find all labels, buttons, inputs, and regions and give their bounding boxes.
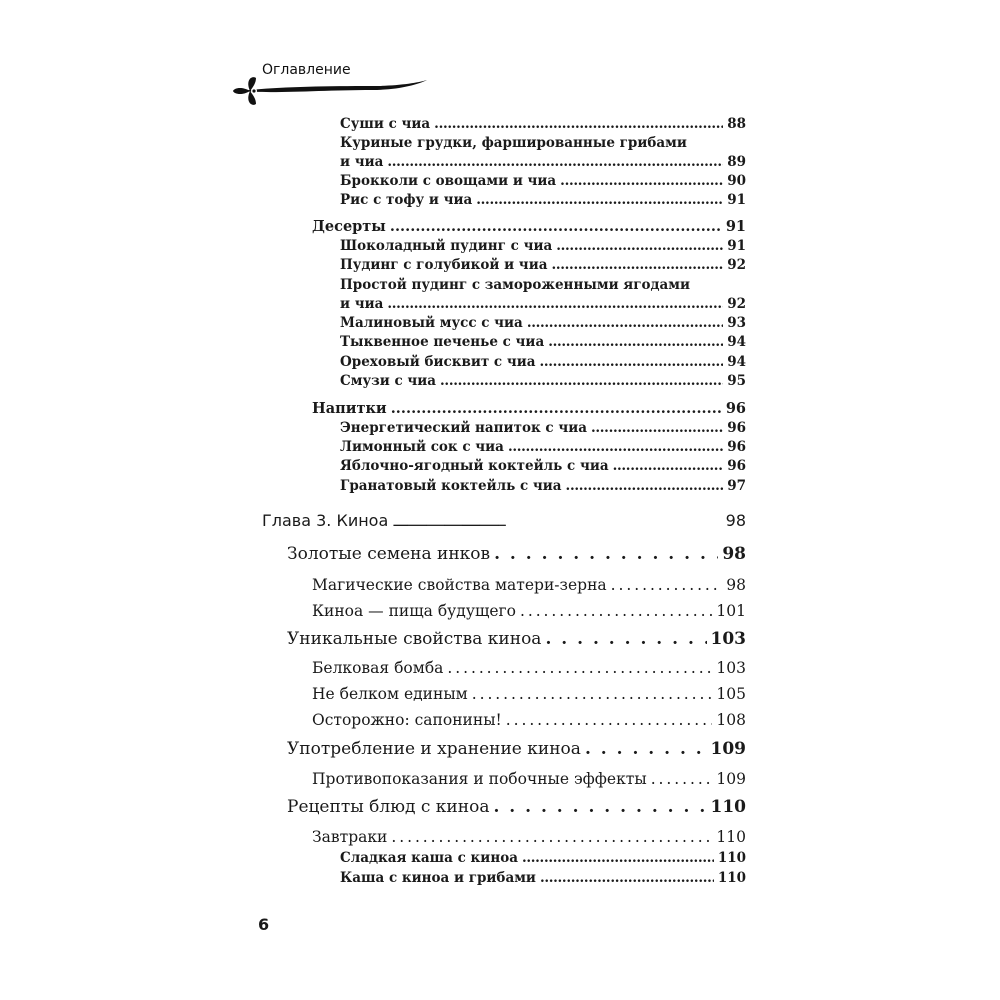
toc-section[interactable]: Уникальные свойства киноа . . . 103 [287, 629, 746, 649]
ornament-flourish-icon [232, 74, 432, 108]
toc-entry[interactable]: и чиа . . . 92 [340, 296, 746, 312]
toc-entry[interactable]: Тыквенное печенье с чиа . . . 94 [340, 334, 746, 350]
dot-leader [391, 828, 712, 846]
dot-leader [522, 850, 714, 866]
dot-leader [506, 711, 713, 729]
toc-section-drinks[interactable]: Напитки . . . 96 [312, 400, 746, 417]
toc-entry[interactable]: Пудинг с голубикой и чиа . . . 92 [340, 257, 746, 273]
toc-section-desserts[interactable]: Десерты . . . 91 [312, 218, 746, 235]
dot-leader [390, 218, 722, 235]
toc-entry-line: Куриные грудки, фаршированные грибами [340, 135, 687, 151]
dot-leader [508, 439, 723, 455]
toc-entry[interactable]: Сладкая каша с киноа . . . 110 [340, 850, 746, 866]
dot-leader [493, 797, 706, 817]
toc-entry[interactable]: Яблочно-ягодный коктейль с чиа . . . 96 [340, 458, 746, 474]
dot-leader [540, 870, 714, 886]
toc-entry[interactable]: Суши с чиа . . . 88 [340, 116, 746, 132]
dot-leader [494, 544, 718, 564]
toc-entry[interactable]: Энергетический напиток с чиа . . . 96 [340, 420, 746, 436]
dot-leader [551, 257, 723, 273]
dot-leader [472, 685, 713, 703]
dot-leader [613, 458, 724, 474]
toc-section[interactable]: Рецепты блюд с киноа . . . 110 [287, 797, 746, 817]
dot-leader [527, 315, 723, 331]
dot-leader [548, 334, 723, 350]
toc-entry[interactable]: Рис с тофу и чиа . . . 91 [340, 192, 746, 208]
dot-leader [392, 511, 721, 530]
dot-leader [560, 173, 723, 189]
toc-entry[interactable]: Лимонный сок с чиа . . . 96 [340, 439, 746, 455]
toc-entry[interactable]: Ореховый бисквит с чиа . . . 94 [340, 354, 746, 370]
toc-entry[interactable]: Шоколадный пудинг с чиа . . . 91 [340, 238, 746, 254]
toc-entry[interactable]: Магические свойства матери-зерна . . . 98 [312, 576, 746, 594]
dot-leader [476, 192, 723, 208]
dot-leader [611, 576, 723, 594]
dot-leader [520, 602, 712, 620]
toc-entry[interactable]: Белковая бомба . . . 103 [312, 659, 746, 677]
dot-leader [545, 629, 706, 649]
toc-entry[interactable]: Не белком единым . . . 105 [312, 685, 746, 703]
dot-leader [434, 116, 723, 132]
dot-leader [391, 400, 722, 417]
dot-leader [440, 373, 723, 389]
running-header-title: Оглавление [262, 62, 351, 78]
dot-leader [556, 238, 723, 254]
dot-leader [591, 420, 723, 436]
toc-section[interactable]: Употребление и хранение киноа . . . 109 [287, 739, 746, 759]
toc-entry-line: Простой пудинг с замороженными ягодами [340, 277, 691, 293]
page-number: 6 [258, 915, 270, 934]
toc-entry[interactable]: Смузи с чиа . . . 95 [340, 373, 746, 389]
toc-entry[interactable]: Киноа — пища будущего . . . 101 [312, 602, 746, 620]
dot-leader [447, 659, 712, 677]
toc-chapter-3[interactable]: Глава 3. Киноа . . . 98 [262, 511, 746, 530]
toc-entry[interactable]: Малиновый мусс с чиа . . . 93 [340, 315, 746, 331]
dot-leader [566, 478, 724, 494]
toc-entry[interactable]: Гранатовый коктейль с чиа . . . 97 [340, 478, 746, 494]
toc-entry[interactable]: Противопоказания и побочные эффекты . . . 109 [312, 770, 746, 788]
dot-leader [387, 296, 723, 312]
toc-entry[interactable]: и чиа . . . 89 [340, 154, 746, 170]
dot-leader [539, 354, 723, 370]
dot-leader [387, 154, 723, 170]
toc-section[interactable]: Золотые семена инков . . . 98 [287, 544, 746, 564]
dot-leader [651, 770, 713, 788]
toc-entry[interactable]: Осторожно: сапонины! . . . 108 [312, 711, 746, 729]
dot-leader [585, 739, 707, 759]
toc-entry[interactable]: Завтраки . . . 110 [312, 828, 746, 846]
toc-entry[interactable]: Каша с киноа и грибами . . . 110 [340, 870, 746, 886]
toc-entry[interactable]: Брокколи с овощами и чиа . . . 90 [340, 173, 746, 189]
